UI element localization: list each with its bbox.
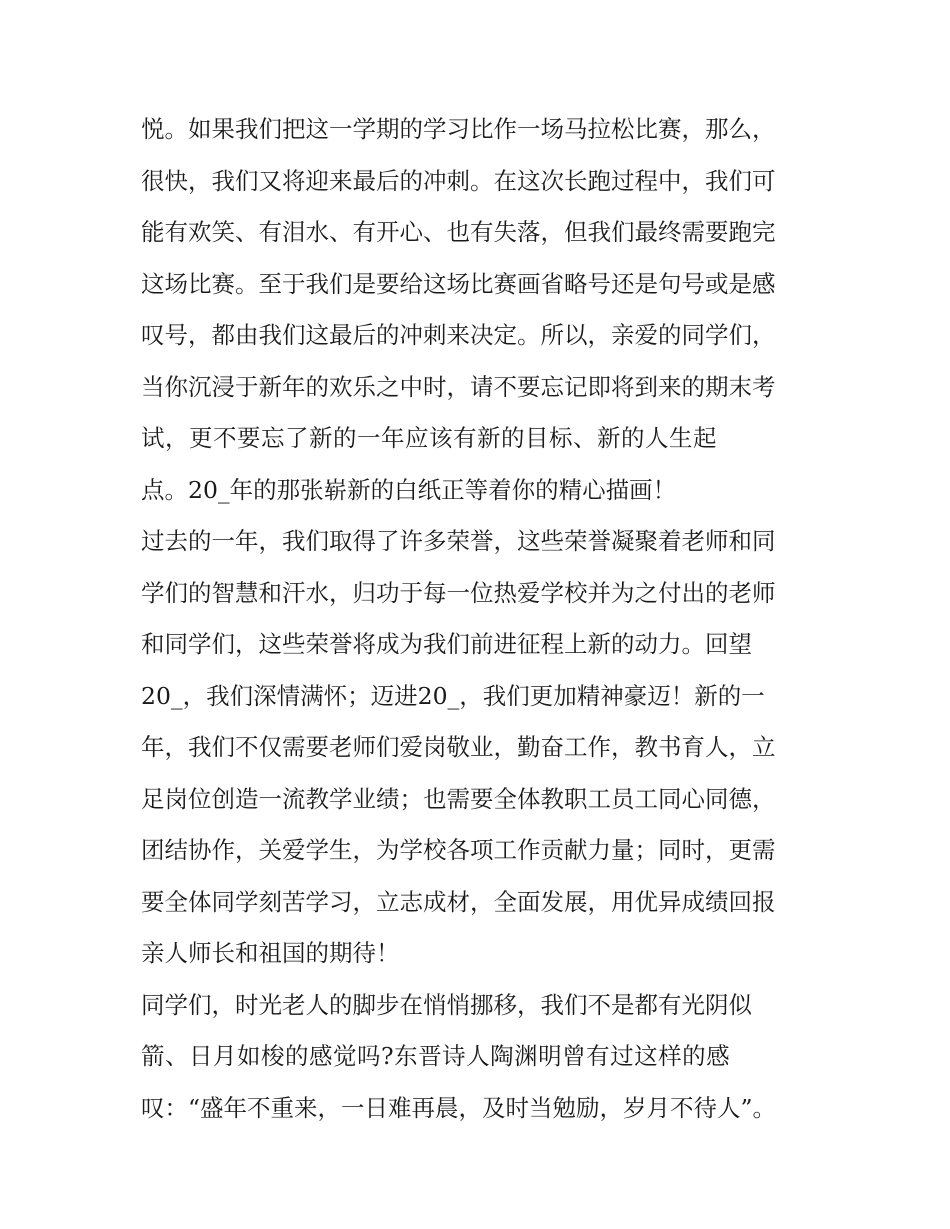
text-line-20: 叹：“盛年不重来，一日难再晨，及时当勉励，岁月不待人”。 [141,1093,777,1122]
text-line-14: 足岗位创造一流教学业绩；也需要全体教职工员工同心同德， [141,784,776,813]
body-text [141,104,821,1134]
text-line-13: 年，我们不仅需要老师们爱岗敬业，勤奋工作，教书育人，立 [141,733,776,761]
text-line-15: 团结协作，关爱学生，为学校各项工作贡献力量；同时，更需 [141,836,776,864]
text-line-3: 能有欢笑、有泪水、有开心、也有失落，但我们最终需要跑完 [141,218,776,246]
text-line-5: 叹号，都由我们这最后的冲刺来决定。所以，亲爱的同学们， [141,321,776,349]
text-line-8: 点。20_年的那张崭新的白纸正等着你的精心描画！ [141,475,677,504]
text-line-16: 要全体同学刻苦学习，立志成材，全面发展，用优异成绩回报 [141,887,776,916]
text-line-17: 亲人师长和祖国的期待！ [141,939,400,967]
text-line-18: 同学们，时光老人的脚步在悄悄挪移，我们不是都有光阴似 [141,990,752,1019]
text-line-7: 试，更不要忘了新的一年应该有新的目标、新的人生起 [141,424,717,452]
text-line-19: 箭、日月如梭的感觉吗?东晋诗人陶渊明曾有过这样的感 [141,1042,731,1070]
text-line-6: 当你沉浸于新年的欢乐之中时，请不要忘记即将到来的期末考 [141,372,776,401]
text-line-2: 很快，我们又将迎来最后的冲刺。在这次长跑过程中，我们可 [141,166,776,195]
text-line-11: 和同学们，这些荣誉将成为我们前进征程上新的动力。回望 [141,630,752,658]
text-line-1: 悦。如果我们把这一学期的学习比作一场马拉松比赛，那么， [141,115,776,143]
text-line-4: 这场比赛。至于我们是要给这场比赛画省略号还是句号或是感 [141,269,776,298]
text-line-10: 学们的智慧和汗水，归功于每一位热爱学校并为之付出的老师 [141,578,776,607]
text-line-12: 20_，我们深情满怀；迈进20_，我们更加精神豪迈！新的一 [141,681,765,710]
text-line-9: 过去的一年，我们取得了许多荣誉，这些荣誉凝聚着老师和同 [141,527,776,555]
